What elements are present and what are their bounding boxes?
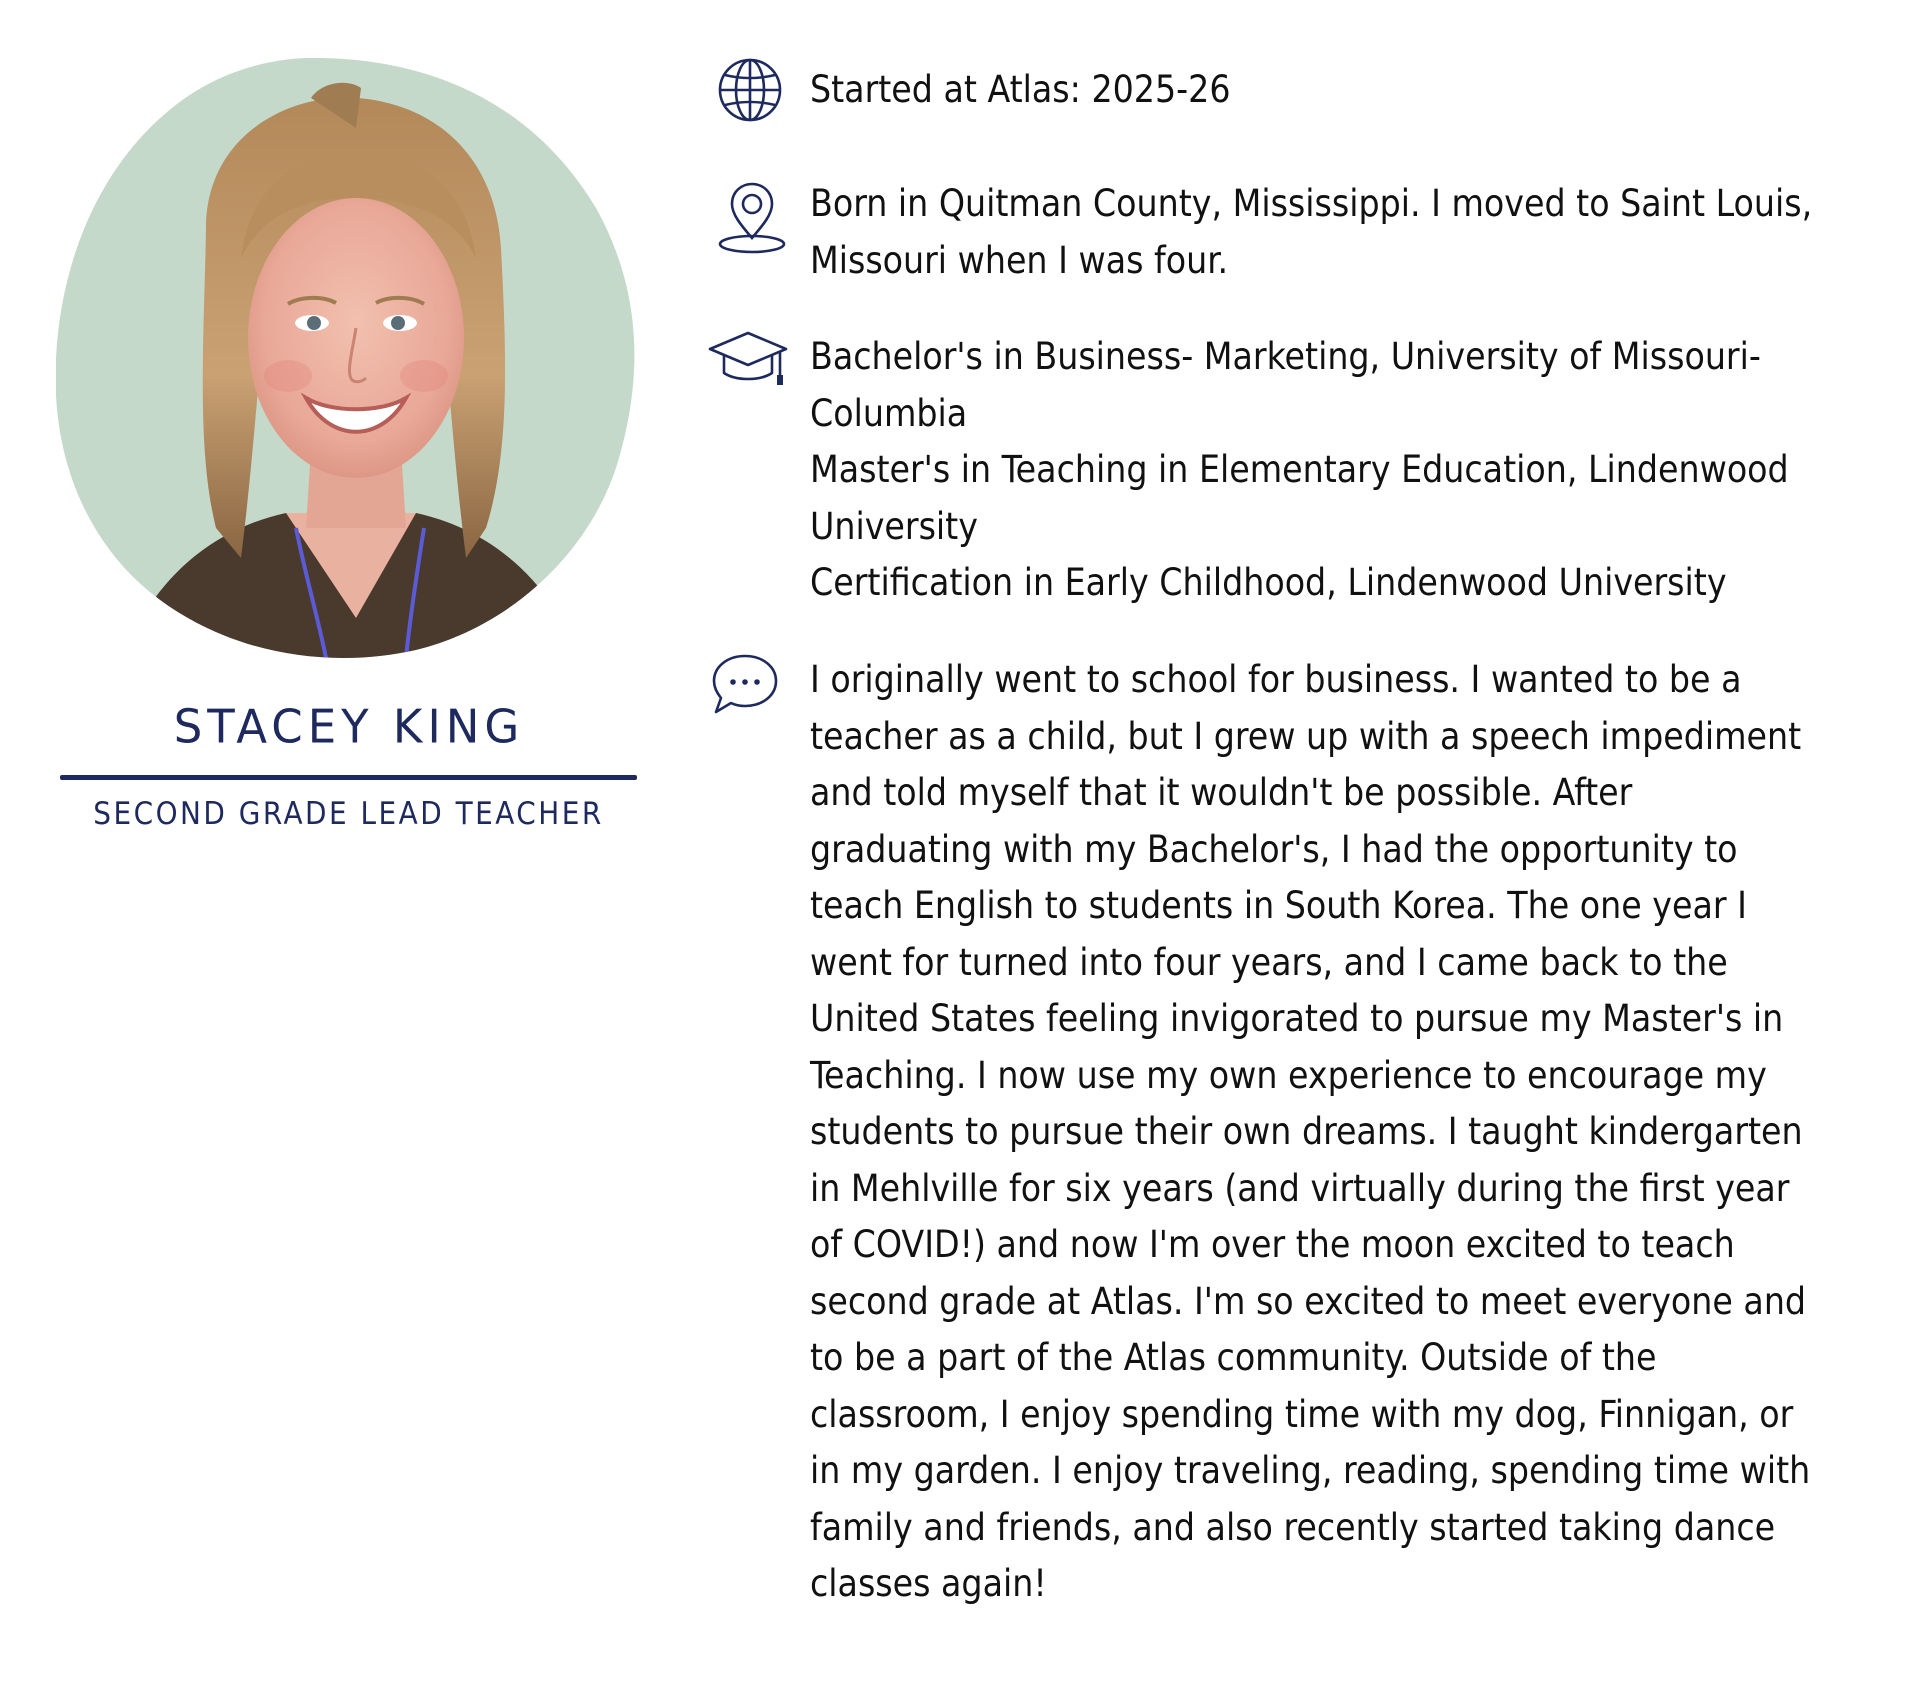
name-divider [60,775,637,780]
education-line: Bachelor's in Business- Marketing, University of Missouri- [810,335,1761,378]
bio-line: I originally went to school for business. I wanted to be a [810,658,1742,701]
bio-line: classes again! [810,1562,1047,1605]
profile-card [0,0,700,900]
bio-line: teach English to students in South Korea. The one year I [810,884,1747,927]
bio-line: Teaching. I now use my own experience to encourage my [810,1053,1767,1097]
teacher-role: SECOND GRADE LEAD TEACHER [93,796,604,832]
bio-line: second grade at Atlas. I'm so excited to meet everyone and [810,1279,1807,1323]
bio-line: to be a part of the Atlas community. Outside of the [810,1336,1657,1379]
portrait-illustration [56,58,640,658]
education-line: Master's in Teaching in Elementary Education, Lindenwood [810,448,1789,491]
location-pin-icon [718,180,796,258]
profile-photo [56,58,640,658]
teacher-name: STACEY KING [173,699,525,754]
bio-line: went for turned into four years, and I came back to the [810,940,1728,984]
education-line: University [810,504,978,548]
hometown-line: Born in Quitman County, Mississippi. I moved to Saint Louis, [810,182,1813,225]
speech-bubble-icon [710,652,788,730]
hometown-line: Missouri when I was four. [810,238,1229,282]
globe-icon [716,56,794,134]
bio-line: teacher as a child, but I grew up with a speech impediment [810,714,1802,758]
bio-line: United States feeling invigorated to pursue my Master's in [810,997,1784,1040]
bio-line: classroom, I enjoy spending time with my dog, Finnigan, or [810,1392,1794,1436]
education-line: Columbia [810,391,968,435]
bio-line: family and friends, and also recently started taking dance [810,1505,1776,1549]
bio-line: students to pursue their own dreams. I taught kindergarten [810,1110,1803,1153]
bio-line: of COVID!) and now I'm over the moon excited to teach [810,1223,1735,1266]
bio-line: and told myself that it wouldn't be possible. After [810,771,1633,814]
bio-line: in my garden. I enjoy traveling, reading, spending time with [810,1449,1811,1492]
bio-line: graduating with my Bachelor's, I had the opportunity to [810,827,1738,871]
bio-line: in Mehlville for six years (and virtually during the first year [810,1166,1790,1210]
education-line: Certification in Early Childhood, Lindenwood University [810,561,1727,604]
start-date-text: Started at Atlas: 2025-26 [810,68,1231,111]
graduation-cap-icon [706,329,784,407]
